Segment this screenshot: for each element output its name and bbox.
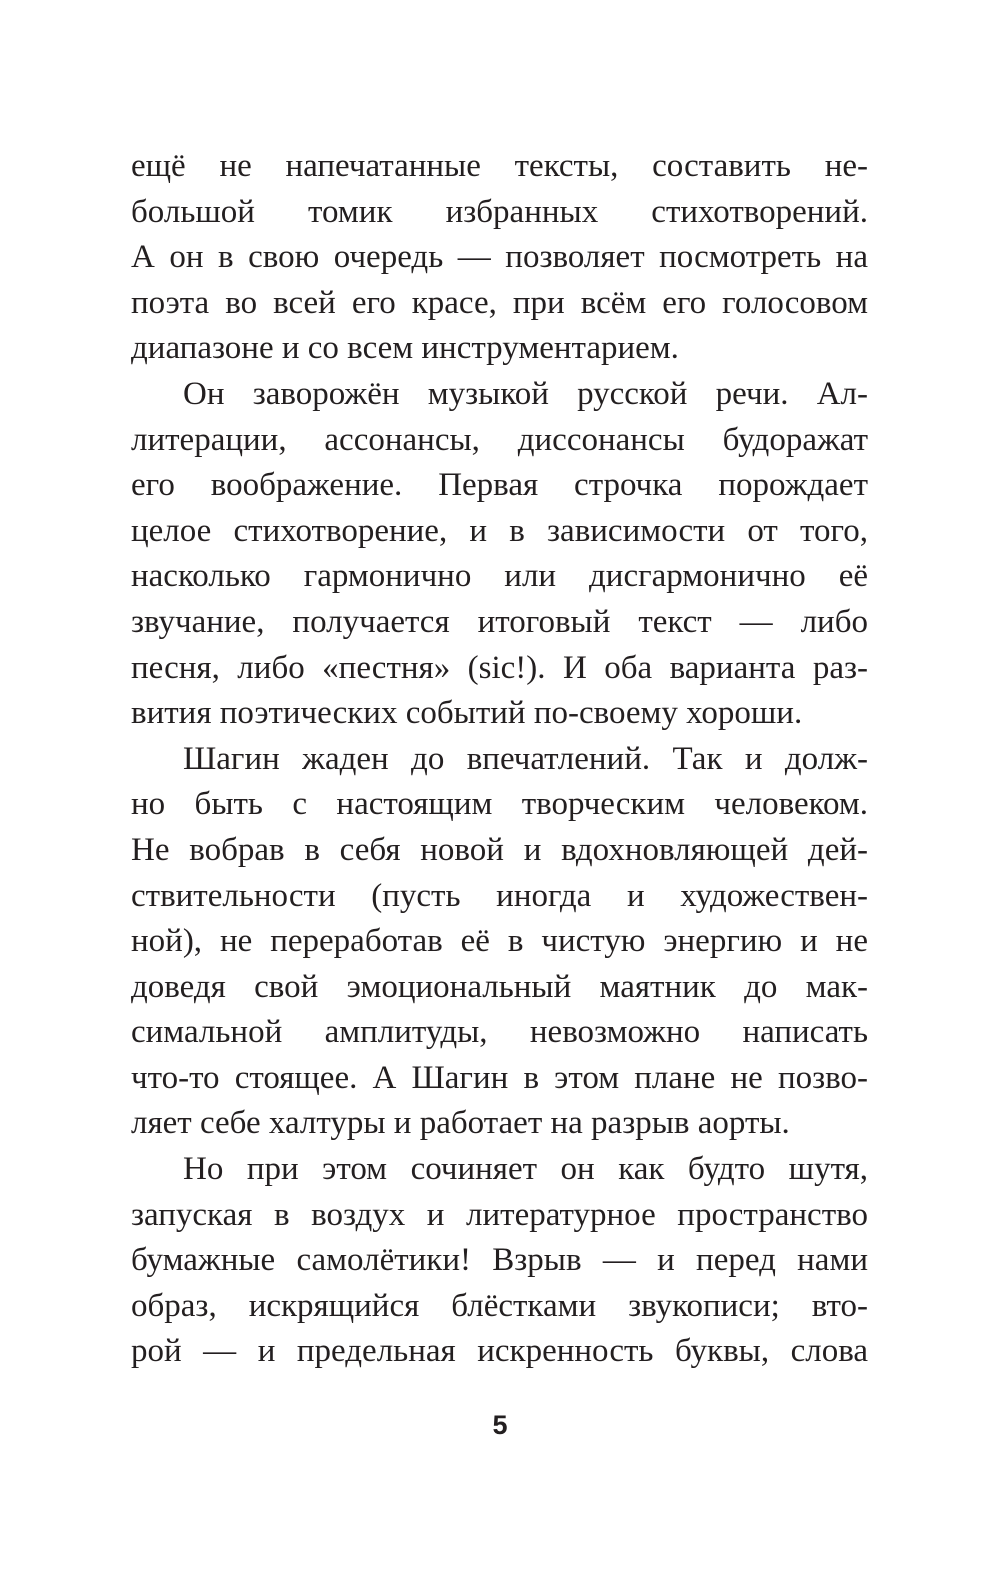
text-line-14: Шагин жаден до впечатлений. Так и долж-: [183, 740, 868, 777]
text-line-26: образ, искрящийся блёстками звукописи; вто-: [131, 1287, 868, 1324]
page-number: 5: [492, 1410, 508, 1440]
text-line-13: вития поэтических событий по-своему хороши.: [131, 695, 803, 732]
text-line-12: песня, либо «пестня» (sic!). И оба варианта раз-: [131, 649, 868, 686]
text-line-23: Но при этом сочиняет он как будто шутя,: [183, 1151, 868, 1188]
text-line-1: ещё не напечатанные тексты, составить не-: [131, 148, 868, 184]
text-line-8: его воображение. Первая строчка порождает: [131, 467, 868, 504]
text-line-6: Он заворожён музыкой русской речи. Ал-: [183, 375, 868, 412]
text-line-21: что-то стоящее. А Шагин в этом плане не позво-: [131, 1059, 868, 1096]
text-line-25: бумажные самолётики! Взрыв — и перед нами: [131, 1242, 868, 1279]
text-line-11: звучание, получается итоговый текст — либо: [131, 603, 868, 640]
text-line-7: литерации, ассонансы, диссонансы будоражат: [131, 421, 868, 458]
text-line-18: ной), не переработав её в чистую энергию и не: [131, 923, 868, 960]
text-line-24: запуская в воздух и литературное пространство: [131, 1196, 868, 1233]
text-line-15: но быть с настоящим творческим человеком.: [131, 786, 868, 823]
body-text: [131, 144, 868, 1375]
text-line-16: Не вобрав в себя новой и вдохновляющей дей-: [131, 831, 868, 868]
text-line-19: доведя свой эмоциональный маятник до мак-: [131, 968, 868, 1005]
text-line-5: диапазоне и со всем инструментарием.: [131, 330, 679, 367]
text-line-17: ствительности (пусть иногда и художествен-: [131, 877, 868, 914]
text-line-10: насколько гармонично или дисгармонично её: [131, 558, 868, 595]
text-line-27: рой — и предельная искренность буквы, слова: [131, 1333, 868, 1370]
text-line-20: симальной амплитуды, невозможно написать: [131, 1014, 868, 1051]
text-line-9: целое стихотворение, и в зависимости от того,: [131, 512, 868, 549]
text-line-3: А он в свою очередь — позволяет посмотреть на: [131, 239, 868, 276]
text-line-4: поэта во всей его красе, при всём его голосовом: [131, 284, 868, 321]
text-line-22: ляет себе халтуры и работает на разрыв аорты.: [131, 1105, 790, 1142]
text-line-2: большой томик избранных стихотворений.: [131, 193, 868, 230]
